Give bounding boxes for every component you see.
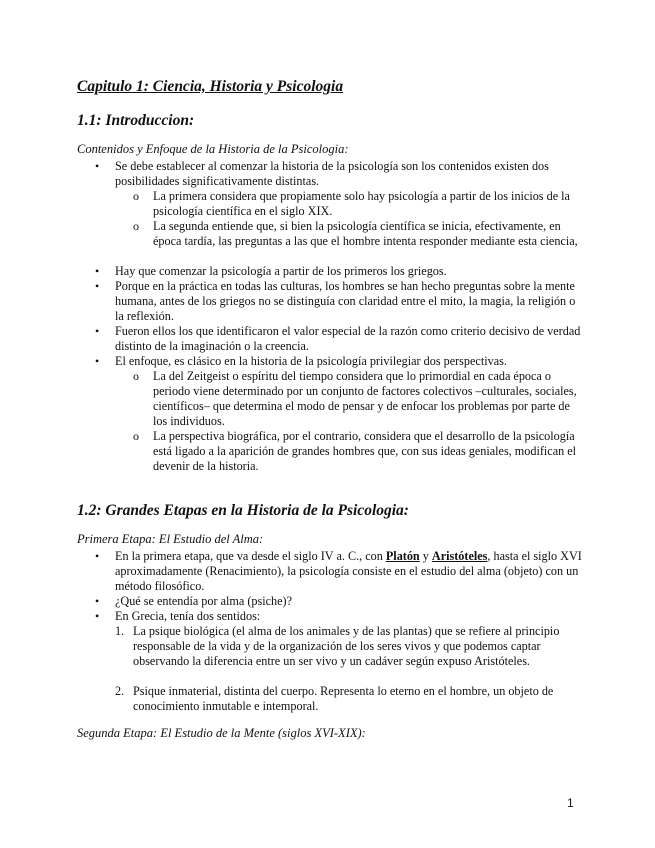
- name-platon: Platón: [385, 549, 420, 563]
- bullet-marker: •: [95, 354, 100, 368]
- paragraph-psique-inmaterial: Psique inmaterial, distinta del cuerpo. Representa lo eterno en el hombre, un objeto de conocimiento inmutable e intemporal.: [133, 684, 554, 713]
- bullet-marker: •: [95, 159, 100, 173]
- subtitle-segunda-etapa: Segunda Etapa: El Estudio de la Mente (siglos XVI-XIX):: [77, 726, 366, 740]
- list-number: 2.: [115, 684, 125, 698]
- subtitle-primera-etapa: Primera Etapa: El Estudio del Alma:: [77, 532, 264, 546]
- paragraph-primera-etapa: [115, 549, 587, 594]
- paragraph-zeitgeist: La del Zeitgeist o espíritu del tiempo considera que lo primordial en cada época o periodo viene determinado por un conjunto de factores colectivos –culturales, sociales, científicos– que determina el modo de pensar y de enfocar los problemas por parte de los individuos.: [153, 369, 577, 428]
- paragraph-text: , hasta el siglo XVI aproximadamente (Renacimiento), la psicología consiste en el estudio del alma (objeto) con un método filosófico.: [115, 549, 582, 593]
- name-aristoteles: Aristóteles: [431, 549, 488, 563]
- paragraph-enfoque: El enfoque, es clásico en la historia de la psicología privilegiar dos perspectivas.: [115, 354, 507, 368]
- subtitle-contenidos: Contenidos y Enfoque de la Historia de la Psicologia:: [77, 142, 349, 156]
- bullet-marker: •: [95, 264, 100, 278]
- paragraph-psique-biologica: La psique biológica (el alma de los animales y de las plantas) que se refiere al principio responsable de la vida y de la organización de los seres vivos y que podemos captar observando la diferencia entre un ser vivo y un cadáver según expuso Aristóteles.: [133, 624, 560, 668]
- paragraph-alma-pregunta: ¿Qué se entendía por alma (psiche)?: [115, 594, 292, 608]
- paragraph-text: En la primera etapa, que va desde el siglo IV a. C., con: [115, 549, 386, 563]
- paragraph-text: y: [419, 549, 432, 563]
- bullet-marker: •: [95, 549, 100, 563]
- paragraph-biografica: La perspectiva biográfica, por el contrario, considera que el desarrollo de la psicología está ligado a la aparición de grandes hombres que, con sus ideas geniales, modifican el devenir de la historia.: [153, 429, 577, 473]
- paragraph-griegos: Hay que comenzar la psicología a partir de los primeros los griegos.: [115, 264, 447, 278]
- bullet-marker: •: [95, 324, 100, 338]
- section-title-intro: 1.1: Introduccion:: [77, 112, 195, 129]
- page-number: 1: [567, 796, 574, 810]
- bullet-marker: •: [95, 609, 100, 623]
- circle-marker: o: [133, 189, 139, 203]
- circle-marker: o: [133, 429, 139, 443]
- chapter-title: Capitulo 1: Ciencia, Historia y Psicologia: [77, 78, 344, 95]
- paragraph-grecia: En Grecia, tenía dos sentidos:: [115, 609, 261, 623]
- paragraph-culturas: Porque en la práctica en todas las culturas, los hombres se han hecho preguntas sobre la mente humana, antes de los griegos no se distinguía con claridad entre el mito, la magia, la religión o la reflexión.: [115, 279, 576, 323]
- paragraph-primera: La primera considera que propiamente solo hay psicología a partir de los inicios de la psicología científica en el siglo XIX.: [153, 189, 570, 218]
- section-title-etapas: 1.2: Grandes Etapas en la Historia de la Psicologia:: [77, 502, 409, 519]
- paragraph-razon: Fueron ellos los que identificaron el valor especial de la razón como criterio decisivo de verdad distinto de la imaginación o la creencia.: [115, 324, 581, 353]
- paragraph-segunda: La segunda entiende que, si bien la psicología científica se inicia, efectivamente, en época tardía, las preguntas a las que el hombre intenta responder mediante esta ciencia,: [153, 219, 578, 248]
- bullet-marker: •: [95, 594, 100, 608]
- circle-marker: o: [133, 369, 139, 383]
- paragraph-contenidos: Se debe establecer al comenzar la historia de la psicología son los contenidos existen dos posibilidades significativamente distintas.: [115, 159, 549, 188]
- circle-marker: o: [133, 219, 139, 233]
- bullet-marker: •: [95, 279, 100, 293]
- list-number: 1.: [115, 624, 125, 638]
